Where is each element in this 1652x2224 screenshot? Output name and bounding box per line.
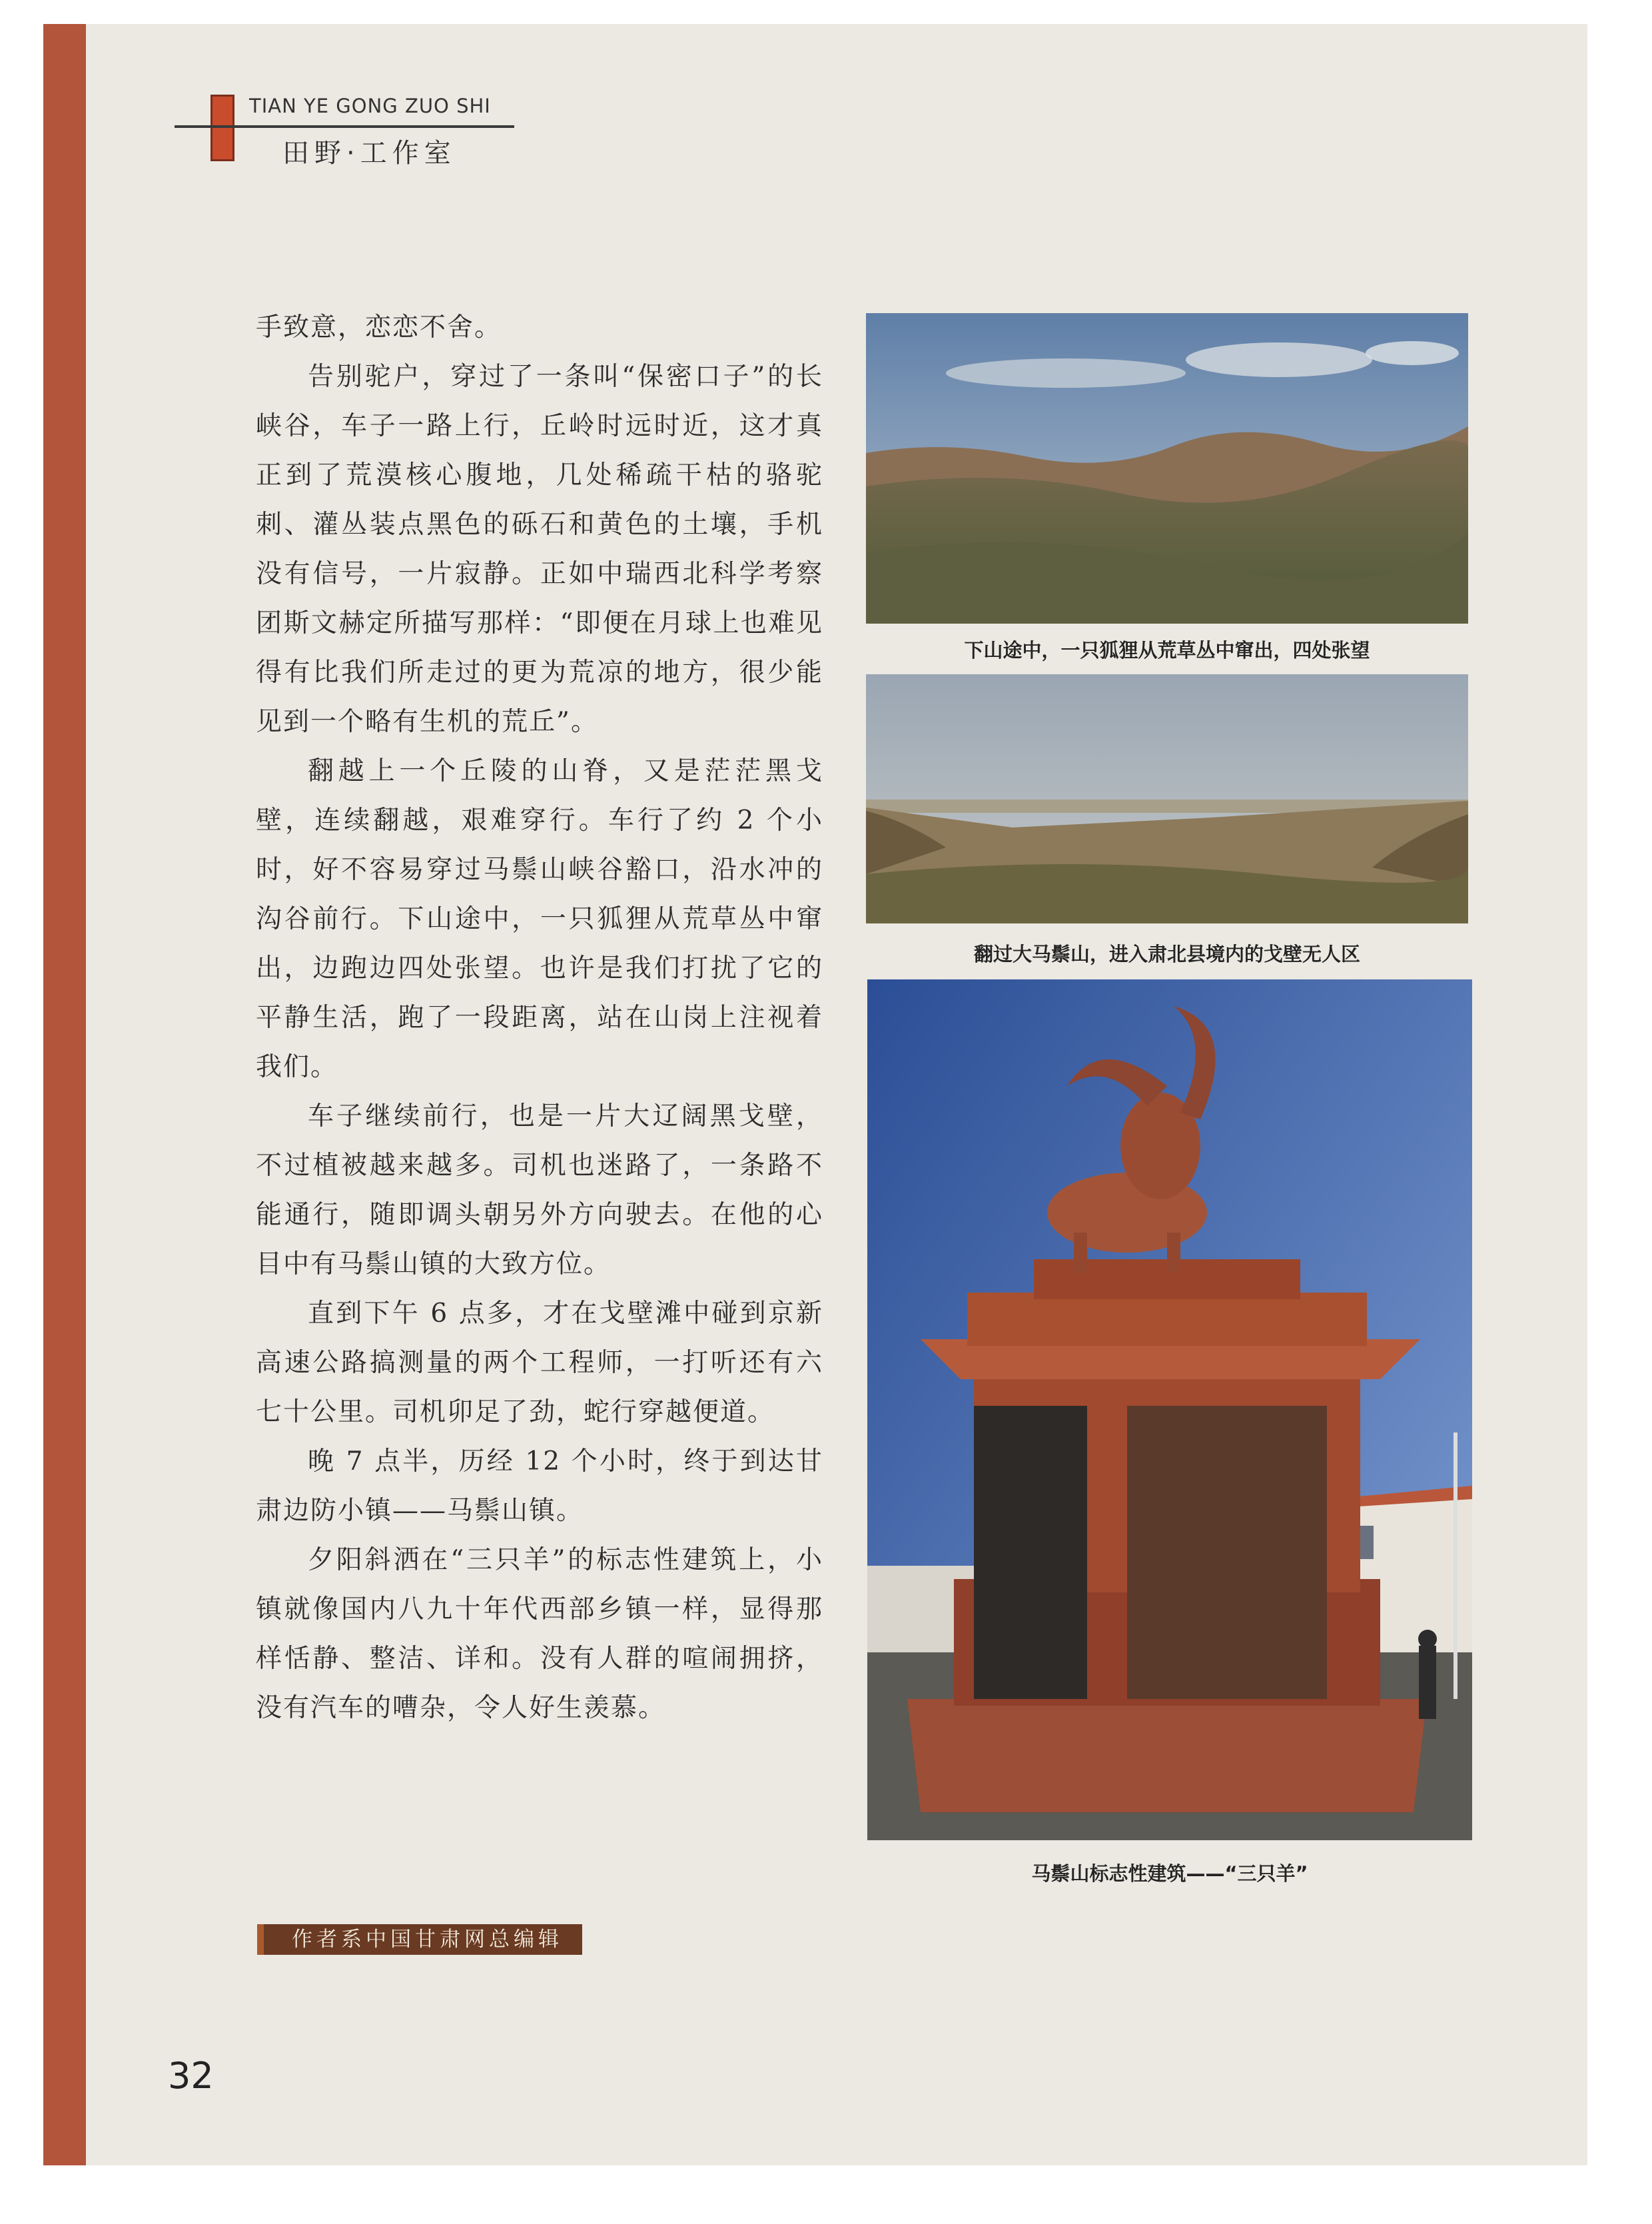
- page-number: 32: [168, 2055, 214, 2097]
- paragraph: 夕阳斜洒在“三只羊”的标志性建筑上，小镇就像国内八九十年代西部乡镇一样，显得那样恬静、整洁、详和。没有人群的喧闹拥挤，没有汽车的嘈杂，令人好生羡慕。: [256, 1545, 823, 1723]
- author-note: 作者系中国甘肃网总编辑: [257, 1924, 582, 1955]
- photo-gobi-plain: [866, 674, 1468, 923]
- paragraph: 手致意，恋恋不舍。: [256, 312, 502, 342]
- photo-caption: 马鬃山标志性建筑——“三只羊”: [1031, 1862, 1308, 1885]
- photo-desert-hills: [866, 313, 1468, 624]
- paragraph: 直到下午 6 点多，才在戈壁滩中碰到京新高速公路搞测量的两个工程师，一打听还有六七十公里。司机卯足了劲，蛇行穿越便道。: [256, 1299, 823, 1427]
- header-rule: [175, 125, 514, 128]
- paragraph: 车子继续前行，也是一片大辽阔黑戈壁，不过植被越来越多。司机也迷路了，一条路不能通行，随即调头朝另外方向驶去。在他的心目中有马鬃山镇的大致方位。: [256, 1101, 823, 1279]
- section-title: 田野·工作室: [282, 138, 456, 169]
- page-spine-bar: [43, 24, 86, 2165]
- article-body: [256, 303, 823, 1733]
- section-pinyin: TIAN YE GONG ZUO SHI: [249, 95, 491, 117]
- section-marker: [210, 95, 234, 161]
- photo-monument: [867, 979, 1472, 1840]
- paragraph: 告别驼户，穿过了一条叫“保密口子”的长峡谷，车子一路上行，丘岭时远时近，这才真正到了荒漠核心腹地，几处稀疏干枯的骆驼刺、灌丛装点黑色的砾石和黄色的土壤，手机没有信号，一片寂静。正如中瑞西北科学考察团斯文赫定所描写那样：“即便在月球上也难见得有比我们所走过的更为荒凉的地方，很少能见到一个略有生机的荒丘”。: [256, 362, 823, 737]
- photo-caption: 下山途中，一只狐狸从荒草丛中窜出，四处张望: [964, 639, 1370, 662]
- photo-caption: 翻过大马鬃山，进入肃北县境内的戈壁无人区: [973, 943, 1360, 965]
- paragraph: 翻越上一个丘陵的山脊，又是茫茫黑戈壁，连续翻越，艰难穿行。车行了约 2 个小时，好不容易穿过马鬃山峡谷豁口，沿水冲的沟谷前行。下山途中，一只狐狸从荒草丛中窜出，边跑边四处张望。也许是我们打扰了它的平静生活，跑了一段距离，站在山岗上注视着我们。: [256, 756, 823, 1082]
- paragraph: 晚 7 点半，历经 12 个小时，终于到达甘肃边防小镇——马鬃山镇。: [256, 1446, 823, 1526]
